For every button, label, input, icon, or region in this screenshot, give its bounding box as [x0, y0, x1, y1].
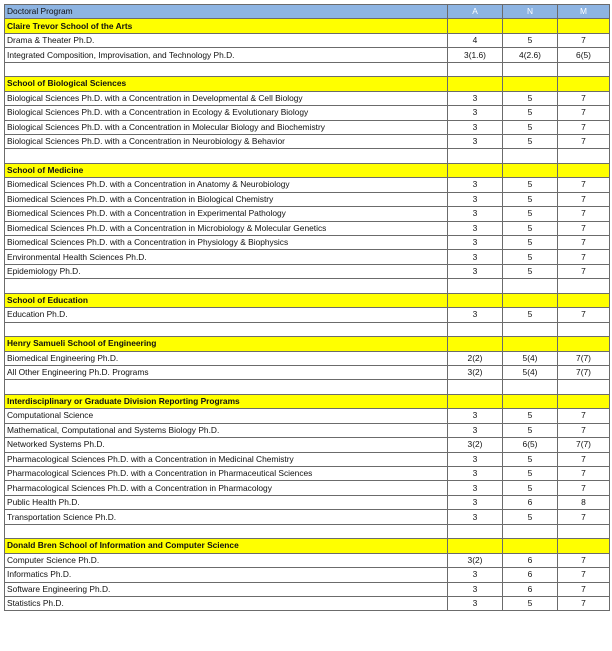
program-name-cell[interactable]: Public Health Ph.D.: [5, 495, 448, 509]
section-header-row: [5, 19, 610, 33]
empty-cell[interactable]: [5, 322, 448, 336]
value-a-cell[interactable]: 4: [448, 33, 503, 47]
section-title[interactable]: School of Education: [5, 293, 448, 307]
value-m-cell[interactable]: 7: [558, 106, 610, 120]
table-row: [5, 582, 610, 596]
program-name-cell[interactable]: All Other Engineering Ph.D. Programs: [5, 365, 448, 379]
program-name-cell[interactable]: Biomedical Sciences Ph.D. with a Concentration in Biological Chemistry: [5, 192, 448, 206]
value-a-cell[interactable]: 3: [448, 192, 503, 206]
program-name-cell[interactable]: Drama & Theater Ph.D.: [5, 33, 448, 47]
value-m-cell[interactable]: 7: [558, 467, 610, 481]
empty-cell[interactable]: [448, 149, 503, 163]
value-a-cell[interactable]: 3: [448, 264, 503, 278]
value-m-cell[interactable]: 7: [558, 510, 610, 524]
section-cell-n[interactable]: [503, 394, 558, 408]
value-m-cell[interactable]: 7: [558, 250, 610, 264]
value-n-cell[interactable]: 4(2.6): [503, 48, 558, 62]
value-m-cell[interactable]: 7: [558, 236, 610, 250]
empty-cell[interactable]: [558, 524, 610, 538]
table-row: [5, 596, 610, 610]
table-row: [5, 192, 610, 206]
value-m-cell[interactable]: 8: [558, 495, 610, 509]
value-m-cell[interactable]: 7: [558, 91, 610, 105]
section-header-row: [5, 394, 610, 408]
empty-cell[interactable]: [5, 149, 448, 163]
table-row: [5, 120, 610, 134]
program-name-cell[interactable]: Informatics Ph.D.: [5, 568, 448, 582]
section-title[interactable]: Donald Bren School of Information and Computer Science: [5, 539, 448, 553]
value-a-cell[interactable]: 3: [448, 120, 503, 134]
value-n-cell[interactable]: 5: [503, 134, 558, 148]
value-a-cell[interactable]: 3: [448, 134, 503, 148]
value-a-cell[interactable]: 3: [448, 582, 503, 596]
empty-cell[interactable]: [503, 279, 558, 293]
table-row: [5, 308, 610, 322]
section-title[interactable]: School of Biological Sciences: [5, 77, 448, 91]
program-name-cell[interactable]: Pharmacological Sciences Ph.D. with a Concentration in Pharmaceutical Sciences: [5, 467, 448, 481]
value-n-cell[interactable]: 5: [503, 106, 558, 120]
section-cell-m[interactable]: [558, 539, 610, 553]
value-m-cell[interactable]: 7(7): [558, 365, 610, 379]
table-row: [5, 481, 610, 495]
empty-cell[interactable]: [448, 279, 503, 293]
value-m-cell[interactable]: 7(7): [558, 351, 610, 365]
doctoral-program-table: [4, 4, 610, 611]
section-cell-a[interactable]: [448, 163, 503, 177]
section-cell-n[interactable]: [503, 77, 558, 91]
value-m-cell[interactable]: 7: [558, 33, 610, 47]
header-m[interactable]: M: [558, 5, 610, 19]
value-a-cell[interactable]: 3(2): [448, 553, 503, 567]
value-n-cell[interactable]: 5: [503, 264, 558, 278]
table-row: [5, 409, 610, 423]
value-n-cell[interactable]: 5: [503, 250, 558, 264]
table-row: [5, 438, 610, 452]
value-a-cell[interactable]: 3: [448, 452, 503, 466]
table-row: [5, 134, 610, 148]
empty-cell[interactable]: [558, 62, 610, 76]
empty-cell[interactable]: [558, 322, 610, 336]
value-n-cell[interactable]: 5: [503, 409, 558, 423]
table-row: [5, 495, 610, 509]
program-name-cell[interactable]: Mathematical, Computational and Systems Biology Ph.D.: [5, 423, 448, 437]
program-name-cell[interactable]: Statistics Ph.D.: [5, 596, 448, 610]
table-row: [5, 91, 610, 105]
value-n-cell[interactable]: 5: [503, 192, 558, 206]
value-a-cell[interactable]: 3: [448, 178, 503, 192]
table-row: [5, 236, 610, 250]
program-name-cell[interactable]: Biological Sciences Ph.D. with a Concentration in Ecology & Evolutionary Biology: [5, 106, 448, 120]
table-row: [5, 510, 610, 524]
value-a-cell[interactable]: 3: [448, 207, 503, 221]
value-a-cell[interactable]: 2(2): [448, 351, 503, 365]
value-m-cell[interactable]: 7: [558, 582, 610, 596]
value-n-cell[interactable]: 6(5): [503, 438, 558, 452]
section-title[interactable]: Interdisciplinary or Graduate Division Reporting Programs: [5, 394, 448, 408]
value-a-cell[interactable]: 3(1.6): [448, 48, 503, 62]
section-cell-m[interactable]: [558, 293, 610, 307]
value-m-cell[interactable]: 6(5): [558, 48, 610, 62]
value-a-cell[interactable]: 3: [448, 481, 503, 495]
value-a-cell[interactable]: 3: [448, 510, 503, 524]
program-name-cell[interactable]: Pharmacological Sciences Ph.D. with a Concentration in Medicinal Chemistry: [5, 452, 448, 466]
program-name-cell[interactable]: Networked Systems Ph.D.: [5, 438, 448, 452]
program-name-cell[interactable]: Pharmacological Sciences Ph.D. with a Concentration in Pharmacology: [5, 481, 448, 495]
program-name-cell[interactable]: Biological Sciences Ph.D. with a Concentration in Neurobiology & Behavior: [5, 134, 448, 148]
blank-spacer-row: [5, 380, 610, 394]
value-n-cell[interactable]: 5: [503, 120, 558, 134]
table-row: [5, 221, 610, 235]
empty-cell[interactable]: [448, 380, 503, 394]
table-row: [5, 207, 610, 221]
empty-cell[interactable]: [5, 279, 448, 293]
value-m-cell[interactable]: 7: [558, 553, 610, 567]
section-cell-n[interactable]: [503, 539, 558, 553]
value-n-cell[interactable]: 6: [503, 582, 558, 596]
empty-cell[interactable]: [5, 62, 448, 76]
section-title[interactable]: Henry Samueli School of Engineering: [5, 337, 448, 351]
blank-spacer-row: [5, 62, 610, 76]
value-m-cell[interactable]: 7: [558, 481, 610, 495]
empty-cell[interactable]: [503, 322, 558, 336]
value-m-cell[interactable]: 7: [558, 178, 610, 192]
value-m-cell[interactable]: 7: [558, 134, 610, 148]
program-name-cell[interactable]: Computational Science: [5, 409, 448, 423]
value-n-cell[interactable]: 5: [503, 467, 558, 481]
section-cell-a[interactable]: [448, 77, 503, 91]
value-n-cell[interactable]: 5(4): [503, 351, 558, 365]
value-n-cell[interactable]: 6: [503, 495, 558, 509]
table-row: [5, 264, 610, 278]
value-n-cell[interactable]: 6: [503, 553, 558, 567]
value-n-cell[interactable]: 5: [503, 178, 558, 192]
section-cell-n[interactable]: [503, 163, 558, 177]
value-a-cell[interactable]: 3: [448, 106, 503, 120]
program-name-cell[interactable]: Epidemiology Ph.D.: [5, 264, 448, 278]
table-row: [5, 250, 610, 264]
section-title[interactable]: School of Medicine: [5, 163, 448, 177]
section-cell-n[interactable]: [503, 337, 558, 351]
table-row: [5, 553, 610, 567]
value-n-cell[interactable]: 6: [503, 568, 558, 582]
value-a-cell[interactable]: 3(2): [448, 438, 503, 452]
value-m-cell[interactable]: 7: [558, 192, 610, 206]
section-header-row: [5, 539, 610, 553]
section-header-row: [5, 337, 610, 351]
blank-spacer-row: [5, 279, 610, 293]
section-cell-a[interactable]: [448, 293, 503, 307]
value-m-cell[interactable]: 7(7): [558, 438, 610, 452]
value-n-cell[interactable]: 5: [503, 221, 558, 235]
value-a-cell[interactable]: 3: [448, 221, 503, 235]
program-name-cell[interactable]: Computer Science Ph.D.: [5, 553, 448, 567]
empty-cell[interactable]: [503, 149, 558, 163]
blank-spacer-row: [5, 524, 610, 538]
value-a-cell[interactable]: 3: [448, 236, 503, 250]
value-n-cell[interactable]: 5: [503, 452, 558, 466]
value-a-cell[interactable]: 3: [448, 568, 503, 582]
value-n-cell[interactable]: 5(4): [503, 365, 558, 379]
value-m-cell[interactable]: 7: [558, 120, 610, 134]
empty-cell[interactable]: [558, 380, 610, 394]
value-a-cell[interactable]: 3: [448, 495, 503, 509]
program-name-cell[interactable]: Biological Sciences Ph.D. with a Concentration in Molecular Biology and Biochemistry: [5, 120, 448, 134]
section-cell-m[interactable]: [558, 337, 610, 351]
value-m-cell[interactable]: 7: [558, 409, 610, 423]
value-m-cell[interactable]: 7: [558, 452, 610, 466]
table-row: [5, 48, 610, 62]
empty-cell[interactable]: [558, 149, 610, 163]
program-name-cell[interactable]: Biomedical Sciences Ph.D. with a Concentration in Microbiology & Molecular Genetics: [5, 221, 448, 235]
section-cell-a[interactable]: [448, 539, 503, 553]
section-header-row: [5, 163, 610, 177]
value-m-cell[interactable]: 7: [558, 568, 610, 582]
value-n-cell[interactable]: 5: [503, 423, 558, 437]
program-name-cell[interactable]: Integrated Composition, Improvisation, and Technology Ph.D.: [5, 48, 448, 62]
value-a-cell[interactable]: 3: [448, 596, 503, 610]
section-cell-m[interactable]: [558, 77, 610, 91]
value-n-cell[interactable]: 5: [503, 33, 558, 47]
section-header-row: [5, 77, 610, 91]
value-a-cell[interactable]: 3: [448, 467, 503, 481]
program-name-cell[interactable]: Software Engineering Ph.D.: [5, 582, 448, 596]
blank-spacer-row: [5, 322, 610, 336]
value-m-cell[interactable]: 7: [558, 207, 610, 221]
header-a[interactable]: A: [448, 5, 503, 19]
table-row: [5, 106, 610, 120]
table-row: [5, 351, 610, 365]
empty-cell[interactable]: [503, 524, 558, 538]
table-row: [5, 568, 610, 582]
section-cell-n[interactable]: [503, 293, 558, 307]
program-name-cell[interactable]: Education Ph.D.: [5, 308, 448, 322]
empty-cell[interactable]: [5, 380, 448, 394]
value-n-cell[interactable]: 5: [503, 236, 558, 250]
section-cell-m[interactable]: [558, 19, 610, 33]
value-n-cell[interactable]: 5: [503, 481, 558, 495]
table-row: [5, 33, 610, 47]
table-row: [5, 423, 610, 437]
empty-cell[interactable]: [448, 322, 503, 336]
value-m-cell[interactable]: 7: [558, 596, 610, 610]
program-name-cell[interactable]: Biomedical Sciences Ph.D. with a Concentration in Experimental Pathology: [5, 207, 448, 221]
section-cell-n[interactable]: [503, 19, 558, 33]
section-cell-m[interactable]: [558, 394, 610, 408]
program-name-cell[interactable]: Environmental Health Sciences Ph.D.: [5, 250, 448, 264]
value-n-cell[interactable]: 5: [503, 596, 558, 610]
program-name-cell[interactable]: Biomedical Sciences Ph.D. with a Concentration in Anatomy & Neurobiology: [5, 178, 448, 192]
empty-cell[interactable]: [503, 380, 558, 394]
value-n-cell[interactable]: 5: [503, 308, 558, 322]
program-name-cell[interactable]: Biomedical Engineering Ph.D.: [5, 351, 448, 365]
value-m-cell[interactable]: 7: [558, 423, 610, 437]
program-name-cell[interactable]: Transportation Science Ph.D.: [5, 510, 448, 524]
program-name-cell[interactable]: Biomedical Sciences Ph.D. with a Concentration in Physiology & Biophysics: [5, 236, 448, 250]
value-a-cell[interactable]: 3: [448, 308, 503, 322]
value-a-cell[interactable]: 3: [448, 423, 503, 437]
value-n-cell[interactable]: 5: [503, 510, 558, 524]
section-cell-a[interactable]: [448, 19, 503, 33]
section-cell-a[interactable]: [448, 394, 503, 408]
table-row: [5, 365, 610, 379]
value-n-cell[interactable]: 5: [503, 207, 558, 221]
value-m-cell[interactable]: 7: [558, 308, 610, 322]
value-a-cell[interactable]: 3: [448, 409, 503, 423]
empty-cell[interactable]: [5, 524, 448, 538]
empty-cell[interactable]: [503, 62, 558, 76]
table-row: [5, 178, 610, 192]
section-header-row: [5, 293, 610, 307]
header-n[interactable]: N: [503, 5, 558, 19]
blank-spacer-row: [5, 149, 610, 163]
value-a-cell[interactable]: 3: [448, 250, 503, 264]
value-m-cell[interactable]: 7: [558, 264, 610, 278]
section-cell-m[interactable]: [558, 163, 610, 177]
value-n-cell[interactable]: 5: [503, 91, 558, 105]
program-name-cell[interactable]: Biological Sciences Ph.D. with a Concentration in Developmental & Cell Biology: [5, 91, 448, 105]
value-a-cell[interactable]: 3(2): [448, 365, 503, 379]
value-a-cell[interactable]: 3: [448, 91, 503, 105]
header-row: [5, 5, 610, 19]
table-row: [5, 452, 610, 466]
value-m-cell[interactable]: 7: [558, 221, 610, 235]
empty-cell[interactable]: [558, 279, 610, 293]
section-cell-a[interactable]: [448, 337, 503, 351]
section-title[interactable]: Claire Trevor School of the Arts: [5, 19, 448, 33]
table-row: [5, 467, 610, 481]
table-body: [5, 5, 610, 611]
empty-cell[interactable]: [448, 524, 503, 538]
header-program[interactable]: Doctoral Program: [5, 5, 448, 19]
empty-cell[interactable]: [448, 62, 503, 76]
